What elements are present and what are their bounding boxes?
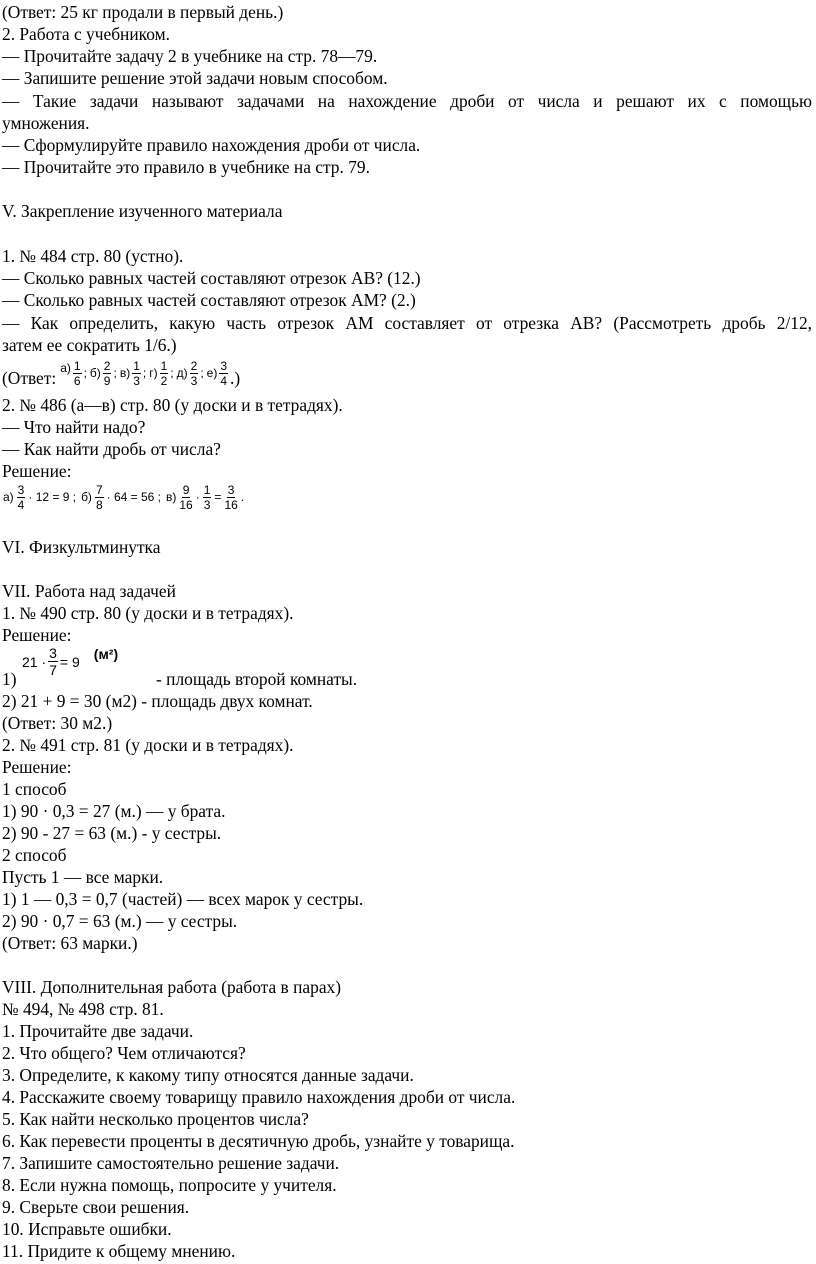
text-line: 2. № 491 стр. 81 (у доски и в тетрадях). — [2, 735, 294, 755]
answer-label: в) — [119, 366, 131, 380]
math-text: · 64 = 56 ; — [106, 490, 161, 504]
math-label: а) — [3, 490, 14, 504]
fraction: 3 4 — [220, 358, 228, 388]
answer-484 — [2, 357, 240, 389]
text-line: умножения. — [2, 113, 90, 133]
list-item: 6. Как перевести проценты в десятичную дробь, узнайте у товарища. — [2, 1131, 515, 1151]
text-line: — Сформулируйте правило нахождения дроби от числа. — [2, 135, 421, 155]
math-text: = — [214, 490, 222, 504]
text-line: — Запишите решение этой задачи новым способом. — [2, 68, 388, 88]
text-line: № 494, № 498 стр. 81. — [2, 999, 164, 1019]
list-item: 1. Прочитайте две задачи. — [2, 1021, 194, 1041]
text-line: 2) 90 · 0,7 = 63 (м.) — у сестры. — [2, 911, 238, 931]
fraction: $\frac{3}{16}$ — [224, 482, 238, 512]
text-line: Пусть 1 — все марки. — [2, 867, 164, 887]
fraction: 9 16 — [179, 482, 193, 512]
text-line: 2 способ — [2, 845, 67, 865]
text-line: затем ее сократить 1/6.) — [2, 335, 177, 355]
fraction: 2 9 — [103, 358, 111, 388]
text-line: — Такие задачи называют задачами на нахождение дроби от числа и решают их с помощью — [2, 91, 812, 111]
math-text: 21 · — [22, 653, 47, 670]
text-line: — Прочитайте задачу 2 в учебнике на стр. 78—79. — [2, 46, 378, 66]
text-line: Решение: — [2, 625, 72, 645]
fraction: 1 3 — [133, 358, 140, 388]
fraction: 7 8 — [95, 482, 103, 512]
fraction: $\frac{3}{7}$ — [49, 645, 57, 678]
text-line: — Что найти надо? — [2, 417, 146, 437]
separator: ; — [113, 366, 117, 380]
solution-490-step1 — [2, 645, 802, 689]
list-item: 7. Запишите самостоятельно решение задачи. — [2, 1153, 340, 1173]
separator: ; — [142, 366, 147, 380]
text-line: Решение: — [2, 461, 72, 481]
answer-prefix: (Ответ: — [2, 368, 57, 388]
text-line: 2) 90 - 27 = 63 (м.) - у сестры. — [2, 823, 222, 843]
fraction: 1 6 — [73, 358, 81, 388]
text-line: (Ответ: 30 м2.) — [2, 713, 113, 733]
step-prefix: 1) — [2, 669, 17, 689]
fraction: $\frac{1}{3}$ — [203, 482, 211, 512]
step-text: - площадь второй комнаты. — [156, 669, 358, 689]
list-item: 9. Сверьте свои решения. — [2, 1197, 190, 1217]
text-line: 2. Работа с учебником. — [2, 24, 170, 44]
section-heading: VI. Физкультминутка — [2, 537, 161, 557]
math-text: · 12 = 9 ; — [28, 490, 77, 504]
text-line: 2. № 486 (а—в) стр. 80 (у доски и в тетрадях). — [2, 395, 343, 415]
list-item: 2. Что общего? Чем отличаются? — [2, 1043, 246, 1063]
answer-suffix: .) — [230, 368, 241, 388]
text-line: 1) 90 · 0,3 = 27 (м.) — у брата. — [2, 801, 226, 821]
solution-486: а) 3 4 · 12 = 9 ; б) 7 8 · 64 = 56 ; в) 9 16 · $\frac{1}{3}$ = $\frac{3}{16}$ . — [3, 482, 245, 512]
answer-label: а) — [60, 361, 71, 375]
answer-label: г) — [149, 366, 158, 380]
fraction: 3 4 — [17, 482, 25, 512]
text-line: 1) 1 — 0,3 = 0,7 (частей) — всех марок у сестры. — [2, 889, 364, 909]
answer-label: д) — [176, 366, 188, 380]
text-line: — Как найти дробь от числа? — [2, 439, 221, 459]
math-label: в) — [166, 490, 177, 504]
text-line: 2) 21 + 9 = 30 (м2) - площадь двух комнат. — [2, 691, 313, 711]
math-text: . — [240, 490, 245, 504]
math-label: б) — [81, 490, 92, 504]
list-item: 3. Определите, к какому типу относятся данные задачи. — [2, 1065, 414, 1085]
text-line: (Ответ: 63 марки.) — [2, 933, 138, 953]
fraction: 1 2 — [160, 358, 168, 388]
list-item: 11. Придите к общему мнению. — [2, 1241, 236, 1261]
text-line: 1. № 490 стр. 80 (у доски и в тетрадях). — [2, 603, 294, 623]
answer-label: е) — [206, 366, 218, 380]
section-heading: V. Закрепление изученного материала — [2, 201, 283, 221]
section-heading: VIII. Дополнительная работа (работа в парах) — [2, 977, 342, 997]
separator: ; — [200, 366, 204, 380]
list-item: 10. Исправьте ошибки. — [2, 1219, 172, 1239]
text-line: — Сколько равных частей составляют отрезок AM? (2.) — [2, 290, 416, 310]
answer-label: б) — [89, 366, 101, 380]
text-line: 1. № 484 стр. 80 (устно). — [2, 246, 184, 266]
text-line: Решение: — [2, 757, 72, 777]
fraction: 2 3 — [190, 358, 198, 388]
formula — [22, 646, 118, 677]
text-line: — Прочитайте это правило в учебнике на стр. 79. — [2, 157, 370, 177]
text-line: — Как определить, какую часть отрезок AM составляет от отрезка АВ? (Рассмотреть дробь 2/12, — [2, 313, 812, 333]
separator: ; — [83, 366, 87, 380]
list-item: 5. Как найти несколько процентов числа? — [2, 1109, 309, 1129]
text-line: 1 способ — [2, 779, 67, 799]
section-heading: VII. Работа над задачей — [2, 581, 176, 601]
unit: (м²) — [93, 646, 119, 662]
text-line: — Сколько равных частей составляют отрезок АВ? (12.) — [2, 268, 421, 288]
math-text: = 9 — [59, 653, 80, 670]
text-line: (Ответ: 25 кг продали в первый день.) — [2, 2, 284, 22]
separator: ; — [170, 366, 174, 380]
list-item: 8. Если нужна помощь, попросите у учителя. — [2, 1175, 337, 1195]
list-item: 4. Расскажите своему товарищу правило нахождения дроби от числа. — [2, 1087, 516, 1107]
